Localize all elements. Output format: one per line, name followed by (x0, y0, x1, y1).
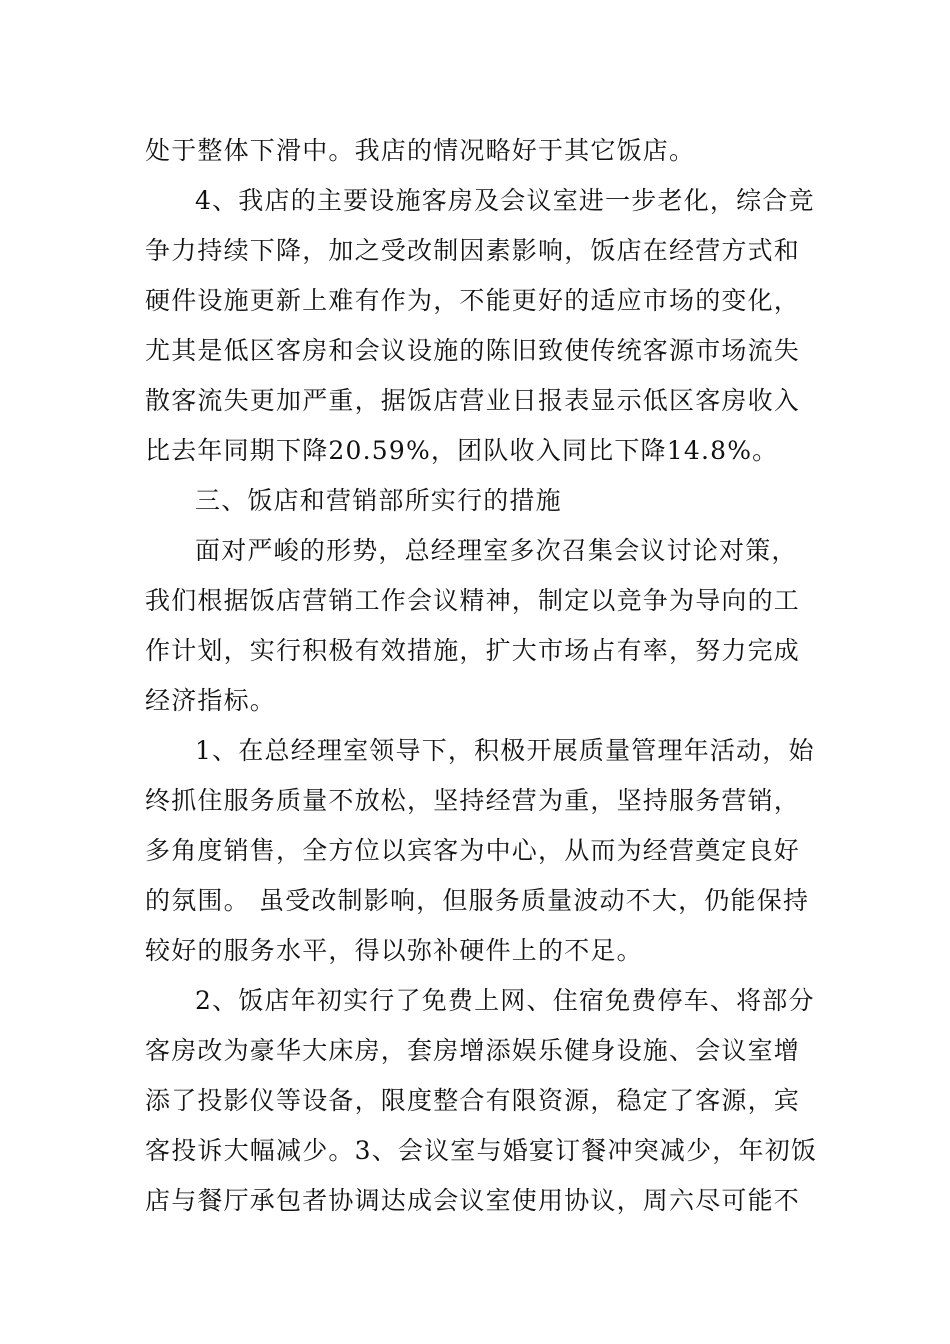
text-line: 我们根据饭店营销工作会议精神，制定以竞争为导向的工 (145, 586, 801, 615)
paragraph-start-line: 2、饭店年初实行了免费上网、住宿免费停车、将部分 (195, 986, 815, 1015)
text-line: 硬件设施更新上难有作为，不能更好的适应市场的变化， (145, 286, 801, 315)
text-line: 比去年同期下降20.59%，团队收入同比下降14.8%。 (145, 436, 779, 465)
text-line: 经济指标。 (145, 686, 277, 715)
text-line: 的氛围。 虽受改制影响，但服务质量波动不大，仍能保持 (145, 886, 810, 915)
paragraph-start-line: 1、在总经理室领导下，积极开展质量管理年活动，始 (195, 736, 815, 765)
text-line: 终抓住服务质量不放松，坚持经营为重，坚持服务营销， (145, 786, 801, 815)
paragraph-start-line: 面对严峻的形势，总经理室多次召集会议讨论对策， (195, 536, 798, 565)
text-line: 添了投影仪等设备，限度整合有限资源，稳定了客源，宾 (145, 1086, 801, 1115)
text-line: 处于整体下滑中。我店的情况略好于其它饭店。 (145, 136, 696, 165)
text-line: 客投诉大幅减少。3、会议室与婚宴订餐冲突减少，年初饭 (145, 1136, 818, 1165)
document-body (145, 126, 818, 1226)
text-line: 店与餐厅承包者协调达成会议室使用协议，周六尽可能不 (145, 1186, 801, 1215)
paragraph-start-line: 4、我店的主要设施客房及会议室进一步老化，综合竞 (195, 186, 815, 215)
text-line: 客房改为豪华大床房，套房增添娱乐健身设施、会议室增 (145, 1036, 801, 1065)
text-line: 较好的服务水平，得以弥补硬件上的不足。 (145, 936, 643, 965)
section-heading: 三、饭店和营销部所实行的措施 (195, 486, 562, 515)
text-line: 尤其是低区客房和会议设施的陈旧致使传统客源市场流失 (145, 336, 801, 365)
text-line: 散客流失更加严重，据饭店营业日报表显示低区客房收入 (145, 386, 801, 415)
text-line: 作计划，实行积极有效措施，扩大市场占有率，努力完成 (145, 636, 801, 665)
text-line: 争力持续下降，加之受改制因素影响，饭店在经营方式和 (145, 236, 801, 265)
text-line: 多角度销售，全方位以宾客为中心，从而为经营奠定良好 (145, 836, 801, 865)
